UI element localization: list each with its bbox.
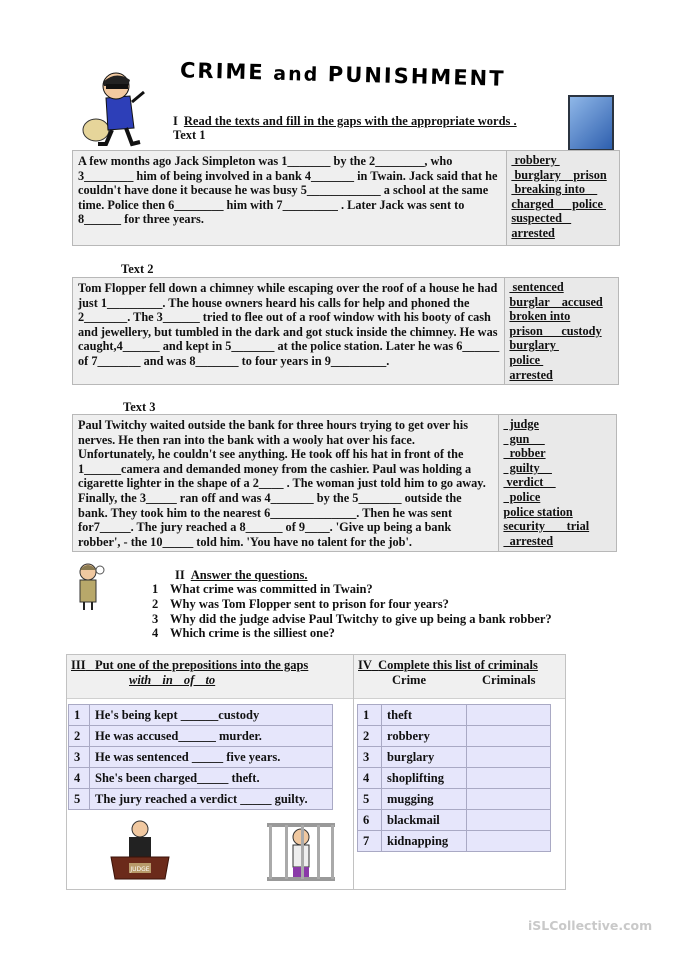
word-bank-item: broken into — [509, 309, 571, 324]
text1-label: Text 1 — [173, 128, 206, 142]
word-bank-item: gun — [503, 431, 545, 446]
judge-clipart-icon — [107, 817, 173, 883]
word-bank-item: judge — [503, 417, 539, 431]
word-bank-item: charged police — [511, 196, 606, 211]
text3-word-bank — [499, 415, 616, 551]
table-row: 5 mugging — [358, 789, 551, 810]
criminals-header: IV Complete this list of criminals Crime Criminals — [354, 655, 565, 699]
word-bank-item: suspected — [511, 211, 572, 226]
table-row: 3 burglary — [358, 747, 551, 768]
table-row: 1 He's being kept ______custody — [69, 705, 333, 726]
question-item: 3 Why did the judge advise Paul Twitchy to give up being a bank robber? — [152, 611, 552, 626]
crime-column-header: Crime — [392, 673, 427, 687]
criminal-answer-cell[interactable] — [467, 789, 551, 810]
criminal-answer-cell[interactable] — [467, 768, 551, 789]
burglar-clipart-icon — [78, 68, 158, 148]
criminals-column-header: Criminals — [482, 673, 536, 687]
text2-word-bank — [505, 278, 618, 384]
word-bank-item: verdict — [503, 475, 556, 490]
word-bank-item: security trial — [503, 519, 590, 534]
table-row: 3 He was sentenced _____ five years. — [69, 747, 333, 768]
watermark: iSLCollective.com — [528, 918, 653, 933]
word-bank-item: arrested — [509, 367, 553, 382]
prepositions-section — [67, 655, 354, 889]
word-bank-item: breaking into — [511, 182, 598, 197]
text3-box — [72, 414, 617, 552]
word-bank-item: robbery — [511, 153, 560, 167]
text2-box — [72, 277, 619, 385]
text1-paragraph: A few months ago Jack Simpleton was 1_______ by the 2________, who 3________ him of being involved in a bank 4_______ in Twain. Jack said that he couldn't have done it because he was busy 5____________ a school at the same time. Police then 6________ him with 7_________ . Later Jack was sent to 8______ for three years. — [73, 151, 507, 245]
worksheet-title: CRIME and PUNISHMENT — [179, 58, 506, 91]
question-item: 1 What crime was committed in Twain? — [152, 582, 373, 596]
text1-box — [72, 150, 620, 246]
table-row: 2 robbery — [358, 726, 551, 747]
text1-word-bank — [507, 151, 619, 245]
word-bank-item: guilty — [503, 460, 552, 475]
criminals-table — [357, 704, 551, 852]
criminal-answer-cell[interactable] — [467, 747, 551, 768]
word-bank-item: sentenced — [509, 280, 564, 294]
criminal-answer-cell[interactable] — [467, 705, 551, 726]
word-bank-item: arrested — [511, 225, 555, 240]
text2-paragraph: Tom Flopper fell down a chimney while escaping over the roof of a house he had just 1_________. The house owners heard his calls for help and phoned the 2_______. The 3______ tried to flee out of a roof window with his booty of cash and jewellery, but tumbled in the dark and got stuck inside the chimney. He was caught,4______ and kept in 5_______ at the police station. Later he was 6______ of 7_______ and was 8_______ to four years in 9_________. — [73, 278, 505, 384]
word-bank-item: arrested — [503, 533, 554, 548]
criminal-answer-cell[interactable] — [467, 726, 551, 747]
questions-list — [152, 582, 552, 641]
table-row: 6 blackmail — [358, 810, 551, 831]
word-bank-item: police — [503, 489, 541, 504]
table-row: 1 theft — [358, 705, 551, 726]
question-item: 2 Why was Tom Flopper sent to prison for four years? — [152, 596, 449, 611]
criminal-answer-cell[interactable] — [467, 831, 551, 852]
text2-label: Text 2 — [121, 262, 154, 276]
table-row: 7 kidnapping — [358, 831, 551, 852]
question-item: 4 Which crime is the silliest one? — [152, 626, 335, 641]
prisoner-behind-bars-icon — [265, 821, 337, 883]
text3-paragraph: Paul Twitchy waited outside the bank for three hours trying to get over his nerves. He then ran into the bank with a wooly hat over his face. Unfortunately, he couldn't see anything. He took off his hat in front of the 1______camera and demanded money from the cashier. Paul was holding a cigarette lighter in the shape of a 2____ . The woman just told him to go away. Finally, the 3_____ ran off and was 4_______ by the 5_______ outside the bank. They took him to the nearest 6______________. Then he was sent for7_____. The jury reached a 8______ of 9____. 'Give up being a bank robber', - the 10_____ told him. 'You have no talent for the job'. — [73, 415, 499, 551]
word-bank-item: police — [509, 352, 544, 367]
prepositions-options: with in of to — [129, 673, 216, 687]
detective-clipart-icon — [75, 562, 105, 612]
text3-label: Text 3 — [123, 400, 156, 414]
criminal-answer-cell[interactable] — [467, 810, 551, 831]
prepositions-table — [68, 704, 333, 810]
task1-instruction: I Read the texts and fill in the gaps with the appropriate words . — [173, 114, 517, 128]
prepositions-header: III Put one of the prepositions into the gaps with in of to — [67, 655, 353, 699]
table-row: 2 He was accused______ murder. — [69, 726, 333, 747]
svg-text:JUDGE: JUDGE — [130, 866, 150, 873]
word-bank-item: police station — [503, 504, 573, 519]
word-bank-item: burglary prison — [511, 167, 607, 182]
word-bank-item: robber — [503, 446, 546, 461]
word-bank-item: prison custody — [509, 323, 602, 338]
table-row: 5 The jury reached a verdict _____ guilty. — [69, 789, 333, 810]
exercises-grid — [66, 654, 566, 890]
table-row: 4 She's been charged_____ theft. — [69, 768, 333, 789]
word-bank-item: burglary — [509, 338, 559, 353]
word-bank-item: burglar accused — [509, 294, 603, 309]
policeman-clipart-icon — [568, 95, 614, 151]
questions-title: II Answer the questions. — [175, 568, 308, 582]
table-row: 4 shoplifting — [358, 768, 551, 789]
criminals-section — [354, 655, 565, 889]
